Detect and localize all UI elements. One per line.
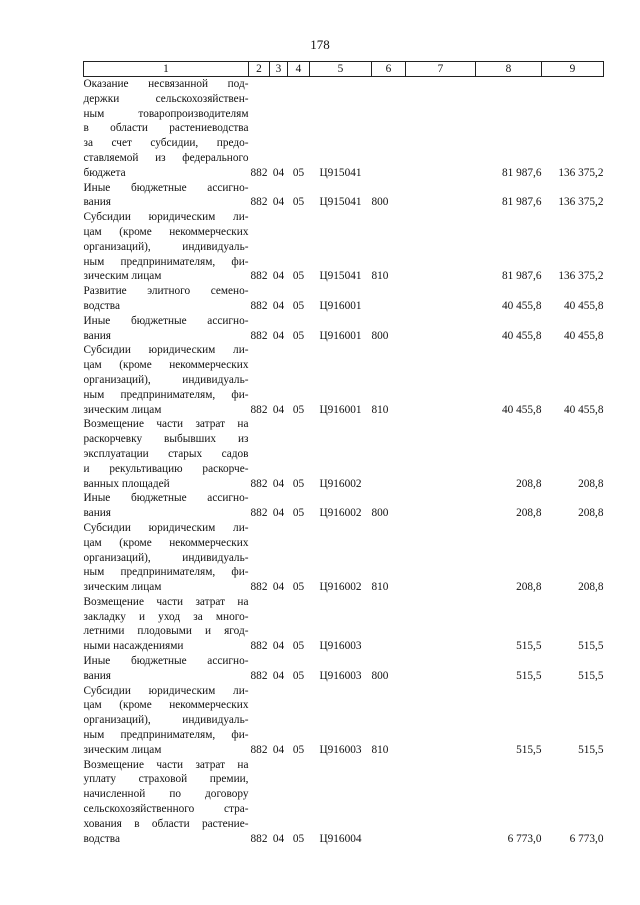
section-code: 04 bbox=[272, 832, 285, 845]
table-body bbox=[84, 77, 604, 847]
description-line: уплату страховой премии, bbox=[83, 773, 249, 786]
amount-year-1: 81 987,6 bbox=[501, 196, 542, 209]
description-line: Субсидии юридическим ли- bbox=[83, 211, 249, 224]
table-row bbox=[84, 181, 604, 211]
target-article-code: Ц915041 bbox=[319, 166, 362, 179]
table-row bbox=[84, 314, 604, 344]
section-code: 04 bbox=[272, 329, 285, 342]
description-line: зическим лицам bbox=[83, 403, 162, 416]
description-line: ставляемой из федерального bbox=[83, 151, 249, 164]
target-article-code: Ц916002 bbox=[319, 581, 362, 594]
description-line: Возмещение части затрат на bbox=[83, 595, 249, 608]
amount-year-2: 515,5 bbox=[578, 669, 604, 682]
column-7-value bbox=[406, 181, 476, 211]
amount-year-1: 515,5 bbox=[516, 640, 542, 653]
target-article-code: Ц916003 bbox=[319, 669, 362, 682]
row-description bbox=[84, 314, 249, 344]
expense-type-code: 800 bbox=[371, 507, 389, 520]
row-description bbox=[84, 210, 249, 284]
publisher-code: 882 bbox=[250, 196, 268, 209]
publisher-code: 882 bbox=[250, 270, 268, 283]
description-line: в области растениеводства bbox=[83, 122, 249, 135]
page-number: 178 bbox=[310, 37, 330, 52]
table-row bbox=[84, 210, 604, 284]
subsection-code: 05 bbox=[292, 743, 305, 756]
amount-year-1: 40 455,8 bbox=[501, 329, 542, 342]
publisher-code: 882 bbox=[250, 581, 268, 594]
description-line: Иные бюджетные ассигно- bbox=[83, 181, 249, 194]
publisher-code: 882 bbox=[250, 299, 268, 312]
column-7-value bbox=[406, 343, 476, 417]
description-line: и рекультивацию раскорче- bbox=[83, 462, 249, 475]
subsection-code: 05 bbox=[292, 299, 305, 312]
row-description bbox=[84, 77, 249, 181]
amount-year-1: 81 987,6 bbox=[501, 166, 542, 179]
expense-type-code bbox=[372, 77, 406, 181]
table-row bbox=[84, 491, 604, 521]
description-line: организаций), индивидуаль- bbox=[83, 551, 249, 564]
subsection-code: 05 bbox=[292, 403, 305, 416]
section-code: 04 bbox=[272, 507, 285, 520]
publisher-code: 882 bbox=[250, 640, 268, 653]
row-description bbox=[84, 181, 249, 211]
description-line: Развитие элитного семено- bbox=[83, 285, 249, 298]
description-line: ным предпринимателям, фи- bbox=[83, 388, 249, 401]
amount-year-1: 40 455,8 bbox=[501, 299, 542, 312]
amount-year-2: 136 375,2 bbox=[558, 166, 604, 179]
subsection-code: 05 bbox=[292, 166, 305, 179]
column-header: 6 bbox=[372, 62, 406, 77]
column-7-value bbox=[406, 595, 476, 654]
row-description bbox=[84, 417, 249, 491]
amount-year-2: 136 375,2 bbox=[558, 270, 604, 283]
description-line: водства bbox=[83, 832, 120, 845]
column-7-value bbox=[406, 654, 476, 684]
column-7-value bbox=[406, 684, 476, 758]
section-code: 04 bbox=[272, 270, 285, 283]
column-header: 9 bbox=[542, 62, 604, 77]
row-description bbox=[84, 758, 249, 847]
description-line: сельскохозяйственного стра- bbox=[83, 803, 249, 816]
subsection-code: 05 bbox=[292, 581, 305, 594]
column-header: 3 bbox=[270, 62, 288, 77]
expense-type-code: 810 bbox=[371, 581, 389, 594]
description-line: вания bbox=[83, 507, 111, 520]
target-article-code: Ц916003 bbox=[319, 743, 362, 756]
expense-type-code bbox=[372, 417, 406, 491]
table-row bbox=[84, 654, 604, 684]
header-row bbox=[84, 62, 604, 77]
amount-year-2: 40 455,8 bbox=[563, 299, 604, 312]
description-line: цам (кроме некоммерческих bbox=[83, 536, 249, 549]
description-line: Иные бюджетные ассигно- bbox=[83, 492, 249, 505]
subsection-code: 05 bbox=[292, 832, 305, 845]
subsection-code: 05 bbox=[292, 477, 305, 490]
expense-type-code: 810 bbox=[371, 403, 389, 416]
description-line: вания bbox=[83, 669, 111, 682]
description-line: хования в области растение- bbox=[83, 817, 249, 830]
description-line: ванных площадей bbox=[83, 477, 170, 490]
column-header: 8 bbox=[476, 62, 542, 77]
amount-year-2: 136 375,2 bbox=[558, 196, 604, 209]
description-line: за счет субсидии, предо- bbox=[83, 137, 249, 150]
table-row bbox=[84, 758, 604, 847]
description-line: цам (кроме некоммерческих bbox=[83, 699, 249, 712]
target-article-code: Ц916003 bbox=[319, 640, 362, 653]
column-7-value bbox=[406, 284, 476, 314]
amount-year-1: 208,8 bbox=[516, 477, 542, 490]
column-header: 4 bbox=[288, 62, 310, 77]
column-header: 5 bbox=[310, 62, 372, 77]
publisher-code: 882 bbox=[250, 166, 268, 179]
description-line: зическим лицам bbox=[83, 270, 162, 283]
section-code: 04 bbox=[272, 196, 285, 209]
amount-year-2: 40 455,8 bbox=[563, 329, 604, 342]
description-line: организаций), индивидуаль- bbox=[83, 240, 249, 253]
amount-year-1: 6 773,0 bbox=[507, 832, 542, 845]
description-line: эксплуатации старых садов bbox=[83, 447, 249, 460]
target-article-code: Ц915041 bbox=[319, 270, 362, 283]
description-line: начисленной по договору bbox=[83, 788, 249, 801]
section-code: 04 bbox=[272, 403, 285, 416]
expense-type-code: 800 bbox=[371, 196, 389, 209]
description-line: цам (кроме некоммерческих bbox=[83, 225, 249, 238]
amount-year-2: 208,8 bbox=[578, 507, 604, 520]
description-line: раскорчевку выбывших из bbox=[83, 433, 249, 446]
budget-table bbox=[83, 61, 604, 846]
amount-year-1: 81 987,6 bbox=[501, 270, 542, 283]
publisher-code: 882 bbox=[250, 743, 268, 756]
column-7-value bbox=[406, 758, 476, 847]
publisher-code: 882 bbox=[250, 669, 268, 682]
amount-year-1: 208,8 bbox=[516, 507, 542, 520]
table-row bbox=[84, 521, 604, 595]
amount-year-1: 515,5 bbox=[516, 669, 542, 682]
description-line: Субсидии юридическим ли- bbox=[83, 684, 249, 697]
description-line: Иные бюджетные ассигно- bbox=[83, 655, 249, 668]
table-row bbox=[84, 343, 604, 417]
target-article-code: Ц916004 bbox=[319, 832, 362, 845]
amount-year-2: 6 773,0 bbox=[569, 832, 604, 845]
amount-year-2: 208,8 bbox=[578, 477, 604, 490]
table-row bbox=[84, 77, 604, 181]
description-line: Оказание несвязанной под- bbox=[83, 78, 249, 90]
row-description bbox=[84, 284, 249, 314]
column-header: 7 bbox=[406, 62, 476, 77]
section-code: 04 bbox=[272, 581, 285, 594]
target-article-code: Ц916001 bbox=[319, 329, 362, 342]
subsection-code: 05 bbox=[292, 329, 305, 342]
publisher-code: 882 bbox=[250, 507, 268, 520]
description-line: водства bbox=[83, 299, 120, 312]
description-line: цам (кроме некоммерческих bbox=[83, 359, 249, 372]
target-article-code: Ц916001 bbox=[319, 299, 362, 312]
description-line: Субсидии юридическим ли- bbox=[83, 521, 249, 534]
target-article-code: Ц915041 bbox=[319, 196, 362, 209]
column-7-value bbox=[406, 417, 476, 491]
table-row bbox=[84, 595, 604, 654]
amount-year-1: 208,8 bbox=[516, 581, 542, 594]
amount-year-1: 515,5 bbox=[516, 743, 542, 756]
expense-type-code bbox=[372, 595, 406, 654]
description-line: ным предпринимателям, фи- bbox=[83, 566, 249, 579]
expense-type-code bbox=[372, 758, 406, 847]
publisher-code: 882 bbox=[250, 832, 268, 845]
row-description bbox=[84, 654, 249, 684]
amount-year-1: 40 455,8 bbox=[501, 403, 542, 416]
column-7-value bbox=[406, 491, 476, 521]
column-7-value bbox=[406, 314, 476, 344]
column-7-value bbox=[406, 77, 476, 181]
section-code: 04 bbox=[272, 299, 285, 312]
description-line: летними плодовыми и ягод- bbox=[83, 625, 249, 638]
publisher-code: 882 bbox=[250, 477, 268, 490]
subsection-code: 05 bbox=[292, 640, 305, 653]
section-code: 04 bbox=[272, 640, 285, 653]
column-header: 2 bbox=[249, 62, 270, 77]
column-header: 1 bbox=[84, 62, 249, 77]
description-line: Иные бюджетные ассигно- bbox=[83, 314, 249, 327]
description-line: организаций), индивидуаль- bbox=[83, 373, 249, 386]
amount-year-2: 515,5 bbox=[578, 743, 604, 756]
subsection-code: 05 bbox=[292, 270, 305, 283]
amount-year-2: 515,5 bbox=[578, 640, 604, 653]
amount-year-2: 40 455,8 bbox=[563, 403, 604, 416]
target-article-code: Ц916002 bbox=[319, 477, 362, 490]
table-row bbox=[84, 417, 604, 491]
section-code: 04 bbox=[272, 743, 285, 756]
section-code: 04 bbox=[272, 477, 285, 490]
column-7-value bbox=[406, 521, 476, 595]
expense-type-code: 800 bbox=[371, 329, 389, 342]
description-line: организаций), индивидуаль- bbox=[83, 714, 249, 727]
row-description bbox=[84, 595, 249, 654]
target-article-code: Ц916002 bbox=[319, 507, 362, 520]
row-description bbox=[84, 491, 249, 521]
description-line: ным предпринимателям, фи- bbox=[83, 729, 249, 742]
description-line: Возмещение части затрат на bbox=[83, 418, 249, 431]
row-description bbox=[84, 684, 249, 758]
row-description bbox=[84, 343, 249, 417]
target-article-code: Ц916001 bbox=[319, 403, 362, 416]
expense-type-code: 800 bbox=[371, 669, 389, 682]
description-line: бюджета bbox=[83, 166, 126, 179]
column-7-value bbox=[406, 210, 476, 284]
row-description bbox=[84, 521, 249, 595]
expense-type-code: 810 bbox=[371, 743, 389, 756]
description-line: зическим лицам bbox=[83, 743, 162, 756]
description-line: вания bbox=[83, 196, 111, 209]
description-line: Субсидии юридическим ли- bbox=[83, 344, 249, 357]
publisher-code: 882 bbox=[250, 329, 268, 342]
section-code: 04 bbox=[272, 166, 285, 179]
section-code: 04 bbox=[272, 669, 285, 682]
description-line: ными насаждениями bbox=[83, 640, 184, 653]
description-line: ным товаропроизводителям bbox=[83, 107, 249, 120]
description-line: вания bbox=[83, 329, 111, 342]
description-line: ным предпринимателям, фи- bbox=[83, 255, 249, 268]
description-line: Возмещение части затрат на bbox=[83, 758, 249, 771]
description-line: держки сельскохозяйствен- bbox=[83, 92, 249, 105]
publisher-code: 882 bbox=[250, 403, 268, 416]
description-line: закладку и уход за много- bbox=[83, 610, 249, 623]
table-row bbox=[84, 284, 604, 314]
table-row bbox=[84, 684, 604, 758]
description-line: зическим лицам bbox=[83, 581, 162, 594]
amount-year-2: 208,8 bbox=[578, 581, 604, 594]
subsection-code: 05 bbox=[292, 669, 305, 682]
expense-type-code bbox=[372, 284, 406, 314]
subsection-code: 05 bbox=[292, 507, 305, 520]
subsection-code: 05 bbox=[292, 196, 305, 209]
expense-type-code: 810 bbox=[371, 270, 389, 283]
